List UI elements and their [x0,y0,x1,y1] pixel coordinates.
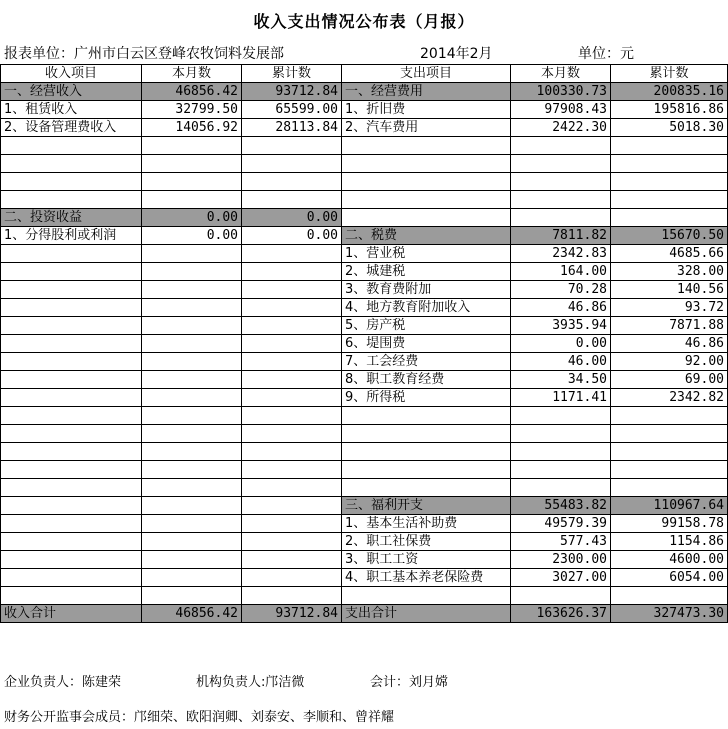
expense-month: 2422.30 [511,119,611,137]
table-row [1,83,728,101]
income-cum: 93712.84 [242,83,342,101]
expense-label: 8、职工教育经费 [342,371,511,389]
expense-cum: 1154.86 [611,533,728,551]
expense-cum: 4600.00 [611,551,728,569]
totals-row [1,605,728,623]
table-row [1,119,728,137]
income-label: 2、设备管理费收入 [1,119,142,137]
table-row [1,587,728,605]
expense-label: 一、经营费用 [342,83,511,101]
expense-label: 1、基本生活补助费 [342,515,511,533]
expense-label: 1、营业税 [342,245,511,263]
table-row [1,533,728,551]
expense-label: 9、所得税 [342,389,511,407]
expense-cum: 99158.78 [611,515,728,533]
expense-month: 0.00 [511,335,611,353]
table-row [1,551,728,569]
table-header-row [1,65,728,83]
expense-month: 46.86 [511,299,611,317]
income-month: 46856.42 [142,83,242,101]
expense-label: 三、福利开支 [342,497,511,515]
expense-total-month: 163626.37 [511,605,611,623]
expense-label: 2、职工社保费 [342,533,511,551]
table-row [1,155,728,173]
expense-month: 1171.41 [511,389,611,407]
expense-label: 4、地方教育附加收入 [342,299,511,317]
income-cum: 28113.84 [242,119,342,137]
expense-label: 4、职工基本养老保险费 [342,569,511,587]
table-row [1,569,728,587]
income-cum: 0.00 [242,227,342,245]
expense-month: 3027.00 [511,569,611,587]
expense-label: 7、工会经费 [342,353,511,371]
expense-label: 1、折旧费 [342,101,511,119]
col-expense-item: 支出项目 [342,65,511,83]
table-row [1,371,728,389]
expense-cum: 69.00 [611,371,728,389]
enterprise-head: 企业负责人：陈建荣 [4,675,122,690]
expense-label: 2、汽车费用 [342,119,511,137]
org-head: 机构负责人:邝洁微 [196,675,305,690]
table-row [1,335,728,353]
expense-label: 3、职工工资 [342,551,511,569]
col-cumulative: 累计数 [611,65,728,83]
expense-label: 6、堤围费 [342,335,511,353]
expense-month: 577.43 [511,533,611,551]
income-label: 一、经营收入 [1,83,142,101]
income-total-month: 46856.42 [142,605,242,623]
expense-label: 3、教育费附加 [342,281,511,299]
expense-cum: 46.86 [611,335,728,353]
expense-month: 3935.94 [511,317,611,335]
table-row [1,317,728,335]
income-month: 0.00 [142,227,242,245]
expense-label: 5、房产税 [342,317,511,335]
table-row [1,515,728,533]
income-total-cum: 93712.84 [242,605,342,623]
expense-month: 55483.82 [511,497,611,515]
expense-month: 2300.00 [511,551,611,569]
table-row [1,173,728,191]
expense-cum: 195816.86 [611,101,728,119]
expense-month: 49579.39 [511,515,611,533]
table-row [1,263,728,281]
table-row [1,299,728,317]
income-total-label: 收入合计 [1,605,142,623]
report-period: 2014年2月 [420,46,493,62]
expense-cum: 7871.88 [611,317,728,335]
expense-cum: 93.72 [611,299,728,317]
expense-month: 34.50 [511,371,611,389]
expense-month: 97908.43 [511,101,611,119]
expense-month: 2342.83 [511,245,611,263]
table-row [1,407,728,425]
expense-cum: 140.56 [611,281,728,299]
expense-month: 46.00 [511,353,611,371]
expense-label: 二、税费 [342,227,511,245]
currency-unit: 单位：元 [578,46,634,62]
table-row [1,425,728,443]
col-month: 本月数 [142,65,242,83]
table-row [1,461,728,479]
expense-month: 100330.73 [511,83,611,101]
expense-cum: 4685.66 [611,245,728,263]
income-month: 14056.92 [142,119,242,137]
expense-month: 7811.82 [511,227,611,245]
table-row [1,353,728,371]
expense-total-cum: 327473.30 [611,605,728,623]
table-row [1,389,728,407]
table-row [1,209,728,227]
income-cum: 0.00 [242,209,342,227]
expense-cum: 92.00 [611,353,728,371]
expense-month: 70.28 [511,281,611,299]
table-row [1,443,728,461]
expense-label: 2、城建税 [342,263,511,281]
table-row [1,101,728,119]
expense-month: 164.00 [511,263,611,281]
income-label: 1、租赁收入 [1,101,142,119]
expense-cum: 110967.64 [611,497,728,515]
table-row [1,137,728,155]
table-row [1,479,728,497]
expense-cum: 200835.16 [611,83,728,101]
income-month: 32799.50 [142,101,242,119]
income-expense-table [0,64,728,623]
expense-cum: 5018.30 [611,119,728,137]
col-income-item: 收入项目 [1,65,142,83]
table-row [1,227,728,245]
expense-cum: 6054.00 [611,569,728,587]
expense-cum: 2342.82 [611,389,728,407]
income-month: 0.00 [142,209,242,227]
col-cumulative: 累计数 [242,65,342,83]
expense-total-label: 支出合计 [342,605,511,623]
table-row [1,191,728,209]
income-cum: 65599.00 [242,101,342,119]
col-month: 本月数 [511,65,611,83]
table-row [1,281,728,299]
report-title: 收入支出情况公布表（月报） [253,11,475,31]
income-label: 1、分得股利或利润 [1,227,142,245]
accountant: 会计：刘月嫦 [370,675,449,690]
expense-cum: 328.00 [611,263,728,281]
table-row [1,497,728,515]
table-row [1,245,728,263]
income-label: 二、投资收益 [1,209,142,227]
supervisory-board: 财务公开监事会成员：邝细荣、欧阳润卿、刘泰安、李顺和、曾祥耀 [4,710,395,725]
reporting-unit: 报表单位：广州市白云区登峰农牧饲料发展部 [4,46,284,62]
expense-cum: 15670.50 [611,227,728,245]
